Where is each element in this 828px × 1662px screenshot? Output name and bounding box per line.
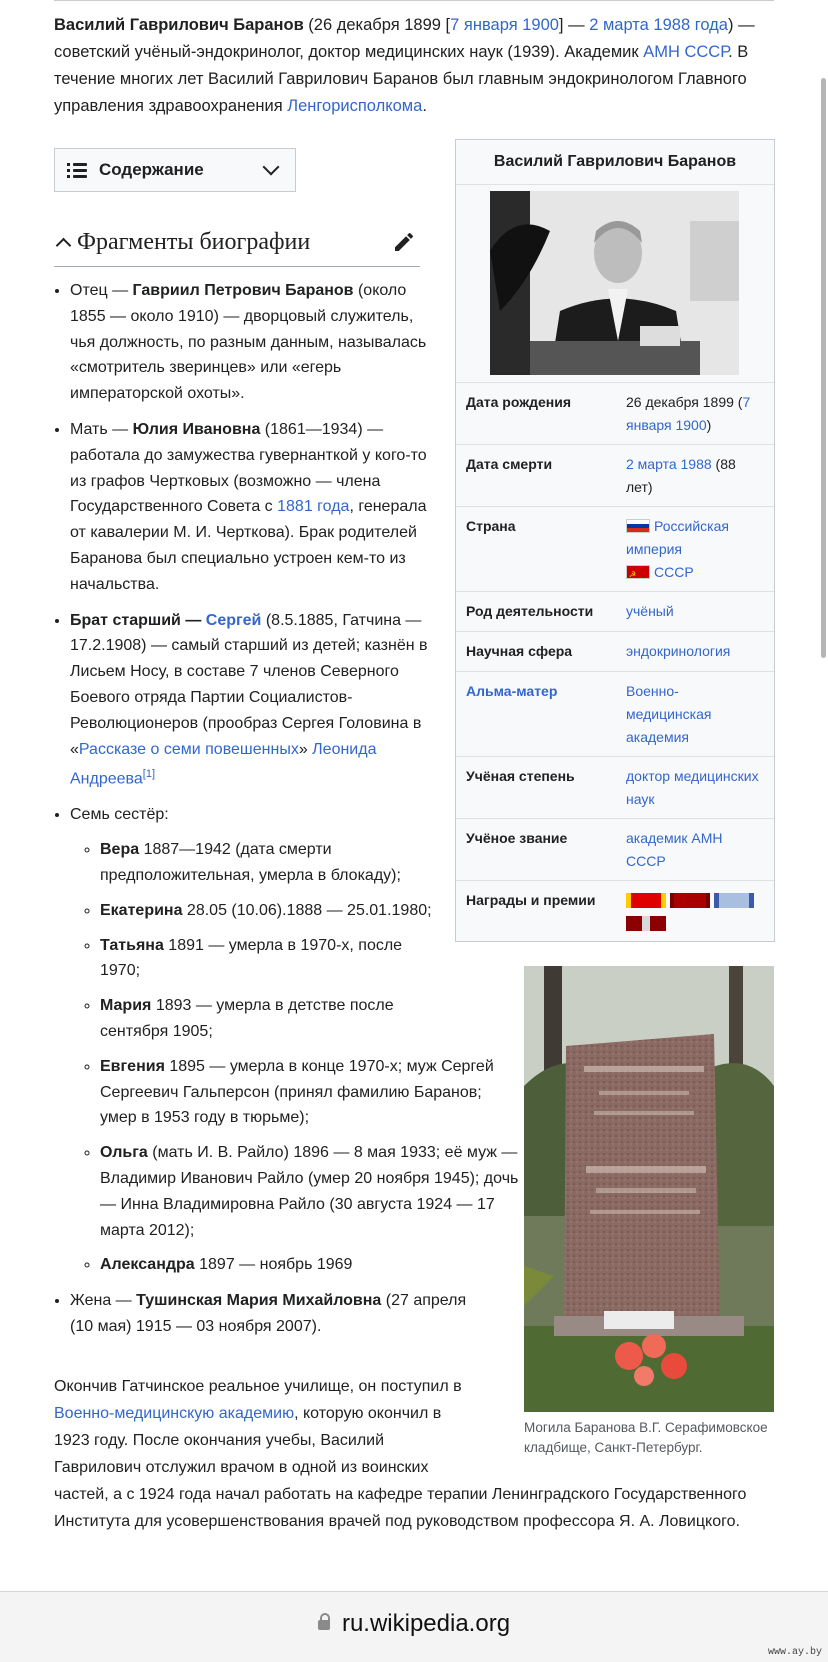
toc-button[interactable] xyxy=(54,148,296,192)
text: ) xyxy=(706,417,712,433)
text: Жена — xyxy=(70,1292,137,1310)
list-item-father xyxy=(70,278,440,407)
grave-photo[interactable] xyxy=(524,966,774,1412)
award-ribbon-icon[interactable] xyxy=(714,893,754,908)
row-label: Научная сфера xyxy=(466,643,573,659)
link-ussr[interactable]: СССР xyxy=(654,564,694,580)
infobox-row-degree xyxy=(456,756,774,818)
list-item xyxy=(100,933,440,985)
brother-label: Брат старший — xyxy=(70,611,206,629)
row-value xyxy=(626,640,764,663)
sister-name: Татьяна xyxy=(100,936,164,954)
text: 1891 — умерла в 1970-х, после 1970; xyxy=(100,936,403,980)
row-label: Награды и премии xyxy=(466,892,596,908)
infobox-row-country xyxy=(456,506,774,591)
sister-name: Мария xyxy=(100,997,152,1015)
link-sergey[interactable]: Сергей xyxy=(205,611,262,629)
ussr-flag-icon xyxy=(626,565,650,579)
toc-label: Содержание xyxy=(99,160,204,179)
link-academician-amn[interactable]: академик АМН СССР xyxy=(626,830,723,869)
award-ribbon-icon[interactable] xyxy=(670,893,710,908)
russia-flag-icon xyxy=(626,519,650,533)
infobox-row-alma-mater xyxy=(456,671,774,756)
lock-icon xyxy=(318,1620,330,1630)
list-item xyxy=(100,1054,520,1131)
infobox-row-occupation xyxy=(456,591,774,631)
sisters-intro: Семь сестёр: xyxy=(70,806,169,824)
row-label: Род деятельности xyxy=(466,603,594,619)
section-heading[interactable] xyxy=(54,218,420,267)
row-value xyxy=(626,765,764,810)
infobox-row-academic-title xyxy=(456,818,774,880)
article-lead xyxy=(54,12,774,120)
link-russian-empire[interactable]: Российская империя xyxy=(626,518,729,557)
row-value xyxy=(626,889,764,941)
text: 1897 — ноябрь 1969 xyxy=(194,1256,353,1274)
link-birth-date[interactable]: 7 января 1900 xyxy=(450,16,559,34)
text: (1861—1934) — работала до замужества гувернанткой у кого-то из графов Чертковых (возможно — члена Государственного Совета с xyxy=(70,420,427,516)
link-death-date[interactable]: 2 марта 1988 xyxy=(626,456,712,472)
award-ribbons xyxy=(626,889,756,931)
row-value xyxy=(626,827,764,872)
link-military-medical-academy[interactable]: Военно-медицинская академия xyxy=(626,683,712,745)
lead-text: ) — советский учёный-эндокринолог, доктор медицинских наук (1939). Академик xyxy=(54,16,755,61)
address-bar[interactable] xyxy=(0,1610,828,1638)
chevron-down-icon xyxy=(263,159,280,176)
sister-name: Екатерина xyxy=(100,901,183,919)
sister-name: Ольга xyxy=(100,1144,148,1162)
lead-paragraph xyxy=(54,12,774,120)
chevron-up-icon[interactable] xyxy=(56,237,72,253)
sister-name: Александра xyxy=(100,1256,195,1274)
infobox-row-field xyxy=(456,631,774,671)
text: (мать И. В. Райло) 1896 — 8 мая 1933; её муж — Владимир Иванович Райло (умер 20 ноября 1945); дочь — Инна Владимировна Райло (30 августа 1924 — 17 марта 2012); xyxy=(100,1144,519,1239)
text: Окончив Гатчинское реальное училище, он поступил в xyxy=(54,1378,462,1395)
text: (27 апреля (10 мая) 1915 — 03 ноября 2007). xyxy=(70,1292,467,1336)
infobox-row-awards xyxy=(456,880,774,949)
section-title: Фрагменты биографии xyxy=(77,228,311,255)
row-value xyxy=(626,515,764,583)
link-1881[interactable]: 1881 года xyxy=(277,498,350,516)
list-item xyxy=(100,1252,440,1278)
award-ribbon-icon[interactable] xyxy=(626,893,666,908)
sisters-list xyxy=(70,837,519,1278)
sister-name: Евгения xyxy=(100,1057,165,1075)
row-label: Учёное звание xyxy=(466,830,568,846)
link-story-seven-hanged[interactable]: Рассказе о семи повешенных xyxy=(78,740,299,758)
lead-text: (26 декабря 1899 [ xyxy=(303,16,451,34)
list-item xyxy=(100,898,440,924)
text: Мать — xyxy=(70,420,133,438)
link-doctor-of-medicine[interactable]: доктор медицинских наук xyxy=(626,768,759,807)
list-item-mother xyxy=(70,417,440,598)
text: 1887—1942 (дата смерти предположительная, умерла в блокаду); xyxy=(100,841,401,885)
link-alma-mater[interactable]: Альма-матер xyxy=(466,683,558,699)
row-label: Дата смерти xyxy=(466,456,553,472)
edit-pencil-icon[interactable] xyxy=(392,230,416,254)
link-lengorispolkom[interactable]: Ленгорисполкома xyxy=(287,97,423,115)
text: , которую окончил в 1923 году. После окончания учебы, Василий Гаврилович отслужил врачом в одной из воинских xyxy=(54,1405,442,1476)
infobox-row-birth xyxy=(456,382,774,444)
text: 1893 — умерла в детстве после сентября 1905; xyxy=(100,997,394,1041)
text: 26 декабря 1899 ( xyxy=(626,394,743,410)
award-ribbon-icon[interactable] xyxy=(626,916,666,931)
reference-link[interactable]: [1] xyxy=(142,768,155,781)
row-value xyxy=(626,391,764,436)
wife-name: Тушинская Мария Михайловна xyxy=(136,1292,382,1310)
row-value xyxy=(626,600,764,623)
url-text: ru.wikipedia.org xyxy=(341,1610,511,1637)
list-item xyxy=(100,993,440,1045)
row-value xyxy=(626,453,764,498)
list-icon xyxy=(67,161,87,179)
text: Отец — xyxy=(70,282,133,299)
infobox-rows xyxy=(456,382,774,949)
education-paragraph xyxy=(54,1373,474,1481)
mother-name: Юлия Ивановна xyxy=(132,420,261,438)
row-label: Дата рождения xyxy=(466,394,572,410)
text: 28.05 (10.06).1888 — 25.01.1980; xyxy=(182,901,432,919)
career-paragraph xyxy=(54,1481,774,1535)
text: (около 1855 — около 1910) — дворцовый служитель, чья должность, по разным данным, называлась «смотритель зверинцев» или «егерь императорской охоты». xyxy=(70,282,427,403)
browser-address-bar[interactable] xyxy=(0,1591,828,1662)
lead-text: ] — xyxy=(558,16,590,34)
text: частей, а с 1924 года начал работать на кафедре терапии Ленинградского Государственного Института для усовершенствования врачей под руководством профессора Я. А. Ловицкого. xyxy=(54,1486,747,1530)
row-label: Страна xyxy=(466,518,516,534)
grave-caption: Могила Баранова В.Г. Серафимовское кладбище, Санкт-Петербург. xyxy=(524,1420,768,1455)
link-leonid-andreev[interactable]: Леонида Андреева xyxy=(70,740,377,788)
father-name: Гавриил Петрович Баранов xyxy=(132,282,354,299)
top-divider xyxy=(54,0,774,1)
link-endocrinology[interactable]: эндокринология xyxy=(626,643,731,659)
text: 1895 — умерла в конце 1970-х; муж Сергей Сергеевич Гальперсон (принял фамилию Баранов; умер в 1953 году в тюрьме); xyxy=(100,1057,494,1127)
link-scientist[interactable]: учёный xyxy=(626,603,674,619)
text: (8.5.1885, Гатчина — 17.2.1908) — самый старший из детей; казнён в Лисьем Носу, в составе 7 членов Северного Боевого отряда Партии Социалистов-Революционеров (прообраз Сергея Головина в « xyxy=(70,611,428,758)
list-item-brother xyxy=(70,608,440,793)
infobox-title: Василий Гаврилович Баранов xyxy=(456,140,774,185)
text: » xyxy=(298,740,313,758)
lead-text: . xyxy=(422,97,427,115)
lead-text: . В течение многих лет Василий Гаврилович Баранов был главным эндокринологом Главного управления здравоохранения xyxy=(54,43,749,115)
sister-name: Вера xyxy=(100,841,140,859)
row-label: Учёная степень xyxy=(466,768,575,784)
link-amn-sssr[interactable]: АМН СССР xyxy=(643,43,729,61)
list-item-wife xyxy=(70,1288,490,1340)
text: , генерала от кавалерии М. И. Черткова). Брак родителей Баранова был специально устроен кем-то из начальства. xyxy=(70,498,427,593)
text: (88 лет) xyxy=(626,456,736,495)
infobox-row-death xyxy=(456,444,774,506)
list-item xyxy=(100,837,440,889)
lead-subject-name: Василий Гаврилович Баранов xyxy=(54,16,304,34)
link-birth-date[interactable]: 7 января 1900 xyxy=(626,394,751,433)
row-label xyxy=(466,680,626,748)
watermark: www.ay.by xyxy=(767,1647,822,1658)
link-military-medical-academy[interactable]: Военно-медицинскую академию xyxy=(54,1405,295,1422)
scrollbar[interactable] xyxy=(821,78,826,658)
link-death-date[interactable]: 2 марта 1988 года xyxy=(589,16,728,34)
portrait-photo[interactable] xyxy=(490,191,739,375)
infobox xyxy=(455,139,775,942)
row-value xyxy=(626,680,764,748)
list-item xyxy=(100,1140,520,1243)
